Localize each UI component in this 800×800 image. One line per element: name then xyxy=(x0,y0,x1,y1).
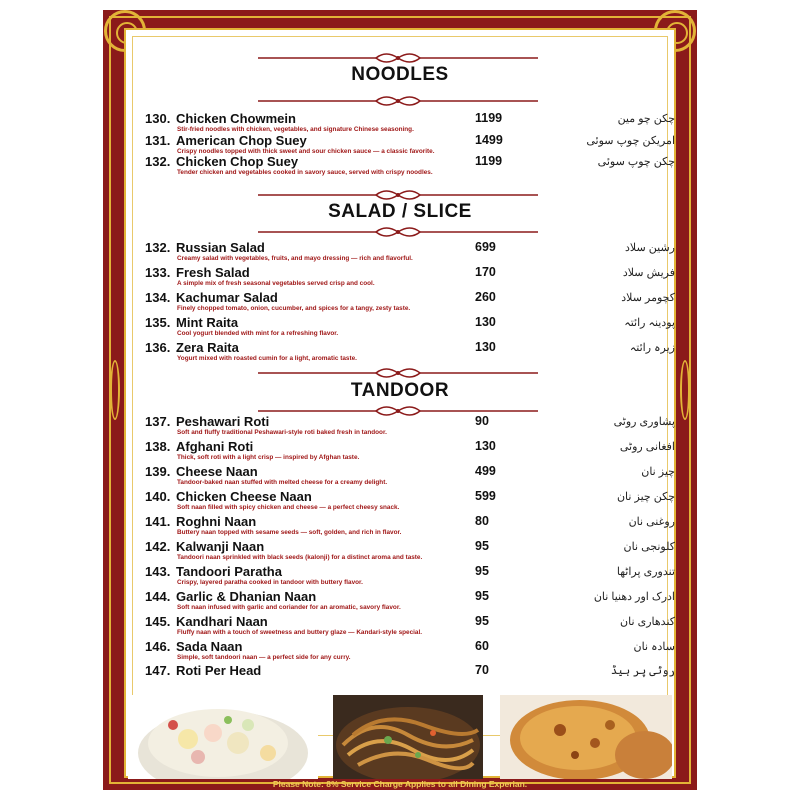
item-urdu-name: روغنی نان xyxy=(628,516,675,528)
item-description: Yogurt mixed with roasted cumin for a light, aromatic taste. xyxy=(177,355,357,362)
section-title-salad: SALAD / SLICE xyxy=(328,201,472,222)
item-urdu-name: فریش سلاد xyxy=(622,267,675,279)
item-description: Soft naan filled with spicy chicken and cheese — a perfect cheesy snack. xyxy=(177,504,400,511)
menu-item xyxy=(145,489,675,515)
item-price: 599 xyxy=(475,489,496,503)
item-name: Kalwanji Naan xyxy=(176,539,265,554)
item-description: Tandoor-baked naan stuffed with melted cheese for a creamy delight. xyxy=(177,479,388,486)
item-number: 137. xyxy=(145,414,171,429)
menu-item xyxy=(145,340,675,366)
item-number: 146. xyxy=(145,639,171,654)
item-price: 80 xyxy=(475,514,489,528)
item-price: 1199 xyxy=(475,111,503,125)
item-number: 132. xyxy=(145,154,171,169)
item-price: 95 xyxy=(475,564,489,578)
item-description: Buttery naan topped with sesame seeds — soft, golden, and rich in flavor. xyxy=(177,529,402,536)
item-number: 142. xyxy=(145,539,171,554)
chowmein-noodles-photo xyxy=(333,695,483,779)
item-urdu-name: رشین سلاد xyxy=(625,242,675,254)
item-urdu-name: کندھاری نان xyxy=(620,616,675,628)
item-number: 144. xyxy=(145,589,171,604)
item-number: 131. xyxy=(145,133,171,148)
item-name: Chicken Cheese Naan xyxy=(176,489,312,504)
ornament-divider xyxy=(258,365,538,381)
item-name: Mint Raita xyxy=(176,315,239,330)
item-urdu-name: پشاوری روٹی xyxy=(613,416,675,428)
item-number: 134. xyxy=(145,290,171,305)
item-name: Cheese Naan xyxy=(176,464,258,479)
item-description: Creamy salad with vegetables, fruits, and mayo dressing — rich and flavorful. xyxy=(177,255,413,262)
menu-item xyxy=(145,539,675,565)
item-price: 170 xyxy=(475,265,496,279)
item-price: 95 xyxy=(475,589,489,603)
item-name: Sada Naan xyxy=(176,639,243,654)
item-price: 95 xyxy=(475,614,489,628)
item-price: 60 xyxy=(475,639,489,653)
item-price: 260 xyxy=(475,290,496,304)
item-price: 70 xyxy=(475,663,489,677)
item-price: 699 xyxy=(475,240,496,254)
item-number: 136. xyxy=(145,340,171,355)
item-number: 130. xyxy=(145,111,171,126)
item-description: Crispy, layered paratha cooked in tandoor with buttery flavor. xyxy=(177,579,363,586)
naan-bread-photo xyxy=(500,695,672,779)
menu-item xyxy=(145,639,675,665)
item-name: Kandhari Naan xyxy=(176,614,268,629)
item-price: 1199 xyxy=(475,154,503,168)
item-description: Fluffy naan with a touch of sweetness and buttery glaze — Kandari-style special. xyxy=(177,629,423,636)
item-number: 141. xyxy=(145,514,171,529)
item-description: Crispy noodles topped with thick sweet and sour chicken sauce — a classic favorite. xyxy=(177,148,435,155)
item-number: 138. xyxy=(145,439,171,454)
item-description: Tender chicken and vegetables cooked in savory sauce, served with crispy noodles. xyxy=(177,169,433,176)
item-name: Afghani Roti xyxy=(176,439,254,454)
item-name: Chicken Chop Suey xyxy=(176,154,299,169)
item-urdu-name: چکن چوپ سوئی xyxy=(597,156,675,168)
item-description: Cool yogurt blended with mint for a refreshing flavor. xyxy=(177,330,339,337)
item-number: 143. xyxy=(145,564,171,579)
russian-salad-photo xyxy=(128,695,318,779)
item-description: Soft and fluffy traditional Peshawari-style roti baked fresh in tandoor. xyxy=(177,429,387,436)
item-number: 145. xyxy=(145,614,171,629)
item-number: 139. xyxy=(145,464,171,479)
item-urdu-name: تندوری پراٹھا xyxy=(616,566,675,578)
item-name: American Chop Suey xyxy=(176,133,307,148)
item-name: Zera Raita xyxy=(176,340,239,355)
item-urdu-name: پودینہ رائتہ xyxy=(624,317,675,329)
item-urdu-name: روٹی پر ہیڈ xyxy=(610,665,675,677)
item-urdu-name: افغانی روٹی xyxy=(619,441,675,453)
item-description: Tandoori naan sprinkled with black seeds (kalonji) for a distinct aroma and taste. xyxy=(177,554,423,561)
item-description: Simple, soft tandoori naan — a perfect side for any curry. xyxy=(177,654,351,661)
food-photo-strip xyxy=(128,695,672,779)
menu-item xyxy=(145,589,675,615)
item-urdu-name: کچومر سلاد xyxy=(621,292,675,304)
item-price: 90 xyxy=(475,414,489,428)
item-urdu-name: ادرک اور دھنیا نان xyxy=(593,591,675,603)
item-urdu-name: کلونجی نان xyxy=(623,541,675,553)
item-price: 130 xyxy=(475,439,496,453)
menu-item xyxy=(145,240,675,266)
item-description: A simple mix of fresh seasonal vegetables served crisp and cool. xyxy=(177,280,375,287)
service-charge-note: Please Note: 8% Service Charge Applies to all Dining Experian. xyxy=(272,779,528,789)
ornament-divider xyxy=(258,224,538,240)
item-price: 1499 xyxy=(475,133,503,147)
item-urdu-name: چکن چیز نان xyxy=(616,491,675,503)
item-number: 135. xyxy=(145,315,171,330)
item-description: Thick, soft roti with a light crisp — inspired by Afghan taste. xyxy=(177,454,360,461)
item-name: Russian Salad xyxy=(176,240,265,255)
item-number: 147. xyxy=(145,663,171,678)
item-urdu-name: سادہ نان xyxy=(633,641,675,653)
ornament-divider xyxy=(258,93,538,109)
item-description: Finely chopped tomato, onion, cucumber, and spices for a tangy, zesty taste. xyxy=(177,305,411,312)
menu-item xyxy=(145,663,675,689)
item-description: Soft naan infused with garlic and coriander for an aromatic, savory flavor. xyxy=(177,604,401,611)
item-urdu-name: زیرہ رائتہ xyxy=(629,342,675,354)
item-number: 140. xyxy=(145,489,171,504)
item-urdu-name: چیز نان xyxy=(641,466,675,478)
menu-item xyxy=(145,439,675,465)
item-name: Chicken Chowmein xyxy=(176,111,296,126)
item-price: 499 xyxy=(475,464,496,478)
section-title-noodles: NOODLES xyxy=(351,64,449,85)
item-number: 132. xyxy=(145,240,171,255)
menu-item xyxy=(145,464,675,490)
item-urdu-name: امریکن چوپ سوئی xyxy=(586,135,675,147)
item-description: Stir-fried noodles with chicken, vegetables, and signature Chinese seasoning. xyxy=(177,126,414,133)
menu-item xyxy=(145,614,675,640)
menu-item xyxy=(145,514,675,540)
side-ornament xyxy=(680,360,690,420)
item-name: Kachumar Salad xyxy=(176,290,278,305)
item-price: 130 xyxy=(475,340,496,354)
item-urdu-name: چکن چو مین xyxy=(617,113,675,125)
menu-item xyxy=(145,414,675,440)
item-number: 133. xyxy=(145,265,171,280)
section-title-tandoor: TANDOOR xyxy=(350,380,450,401)
item-name: Tandoori Paratha xyxy=(176,564,282,579)
item-name: Roghni Naan xyxy=(176,514,257,529)
item-name: Garlic & Dhanian Naan xyxy=(176,589,317,604)
item-name: Fresh Salad xyxy=(176,265,250,280)
item-price: 95 xyxy=(475,539,489,553)
menu-item xyxy=(145,290,675,316)
menu-item xyxy=(145,564,675,590)
side-ornament xyxy=(110,360,120,420)
menu-item xyxy=(145,315,675,341)
item-price: 130 xyxy=(475,315,496,329)
item-name: Peshawari Roti xyxy=(176,414,270,429)
menu-item xyxy=(145,154,675,180)
item-name: Roti Per Head xyxy=(176,663,262,678)
menu-item xyxy=(145,265,675,291)
